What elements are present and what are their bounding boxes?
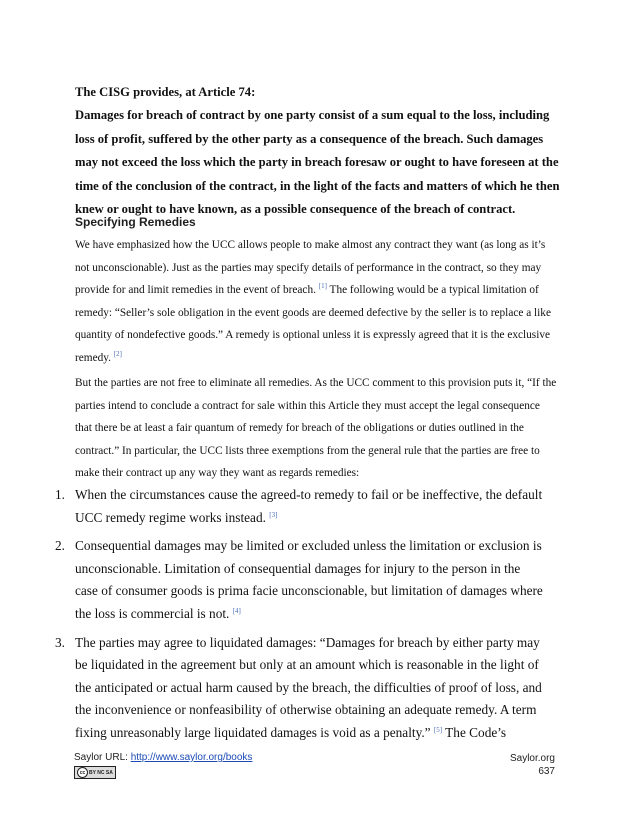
paragraph-line: remedy: “Seller’s sole obligation in the event goods are deemed defective by the seller is to replace a like: [75, 306, 551, 319]
creative-commons-license-icon: [74, 766, 116, 779]
paragraph-line: not unconscionable). Just as the parties may specify details of performance in the contract, so they may: [75, 261, 542, 274]
paragraph-line: remedy. [2]: [75, 349, 122, 364]
paragraph-line: make their contract up any way they want as regards remedies:: [75, 467, 360, 479]
footnote-link-5[interactable]: [5]: [433, 725, 443, 734]
cisg-intro: [75, 80, 565, 222]
footnote-link-2[interactable]: [2]: [113, 349, 122, 358]
cisg-lead: The CISG provides, at Article 74:: [75, 85, 256, 99]
cisg-quote: [75, 104, 565, 222]
paragraph-line: quantity of nondefective goods.” A remedy is optional unless it is expressly agreed that it is the exclusive: [75, 329, 550, 341]
list-item: [55, 535, 565, 625]
paragraph-1: [75, 234, 565, 369]
list-item: [55, 484, 565, 529]
footer-source: [74, 752, 252, 763]
section-heading: Specifying Remedies: [75, 215, 196, 229]
list-line: the anticipated or actual harm caused by the breach, the difficulties of proof of loss, and: [75, 679, 542, 695]
footnote-link-3[interactable]: [3]: [269, 510, 278, 519]
footer-site: Saylor.org: [509, 753, 555, 764]
quote-line: time of the conclusion of the contract, in the light of the facts and matters of which he then: [75, 178, 560, 193]
list-line: the loss is commercial is not. [4]: [75, 605, 241, 621]
quote-line: knew or ought to have known, as a possible consequence of the breach of contract.: [75, 202, 516, 216]
list-number: 1.: [55, 487, 65, 502]
paragraph-line: provide for and limit remedies in the event of breach. [1] The following would be a typical limitation of: [75, 282, 539, 296]
list-line: UCC remedy regime works instead. [3]: [75, 509, 278, 525]
list-number: 3.: [55, 634, 65, 650]
paragraph-line: But the parties are not free to eliminate all remedies. As the UCC comment to this provision puts it, “If the: [75, 377, 557, 389]
paragraph-line: parties intend to conclude a contract for sale within this Article they must accept the legal consequence: [75, 399, 540, 412]
list-line: The parties may agree to liquidated damages: “Damages for breach by either party may: [75, 634, 540, 650]
footer-page-info: [510, 752, 555, 778]
list-line: be liquidated in the agreement but only at an amount which is reasonable in the light of: [75, 657, 539, 673]
paragraph-2: [75, 372, 565, 485]
list-line: Consequential damages may be limited or excluded unless the limitation or exclusion is: [75, 538, 542, 554]
paragraph-line: that there be at least a fair quantum of remedy for breach of the obligations or duties outlined in the: [75, 422, 524, 434]
footnote-link-1[interactable]: [1]: [318, 282, 327, 290]
footer-url-label: Saylor URL:: [74, 752, 131, 763]
cc-icon: cc: [77, 767, 88, 778]
list-line: case of consumer goods is prima facie unconscionable, but limitation of damages where: [75, 583, 543, 599]
list-line: When the circumstances cause the agreed-to remedy to fail or be ineffective, the default: [75, 487, 543, 502]
list-number: 2.: [55, 538, 65, 554]
list-line: unconscionable. Limitation of consequential damages for injury to the person in the: [75, 560, 521, 576]
page-number: 637: [538, 766, 555, 777]
list-line: fixing unreasonably large liquidated damages is void as a penalty.” [5] The Code’s: [75, 724, 507, 740]
quote-line: may not exceed the loss which the party in breach foresaw or ought to have foreseen at the: [75, 155, 559, 169]
footnote-link-4[interactable]: [4]: [232, 606, 241, 615]
list-item: [55, 632, 565, 745]
quote-line: Damages for breach of contract by one party consist of a sum equal to the loss, including: [75, 108, 550, 122]
cc-badge-text: BY NC SA: [89, 769, 113, 776]
quote-line: loss of profit, suffered by the other party as a consequence of the breach. Such damages: [75, 131, 544, 146]
exemptions-list: [55, 484, 565, 745]
list-line: the inconvenience or nonfeasibility of otherwise obtaining an adequate remedy. A term: [75, 702, 537, 718]
paragraph-line: We have emphasized how the UCC allows people to make almost any contract they want (as long as it’s: [75, 239, 546, 251]
paragraph-line: contract.” In particular, the UCC lists three exemptions from the general rule that the parties are free to: [75, 444, 540, 457]
footer-url-link[interactable]: http://www.saylor.org/books: [130, 752, 253, 763]
